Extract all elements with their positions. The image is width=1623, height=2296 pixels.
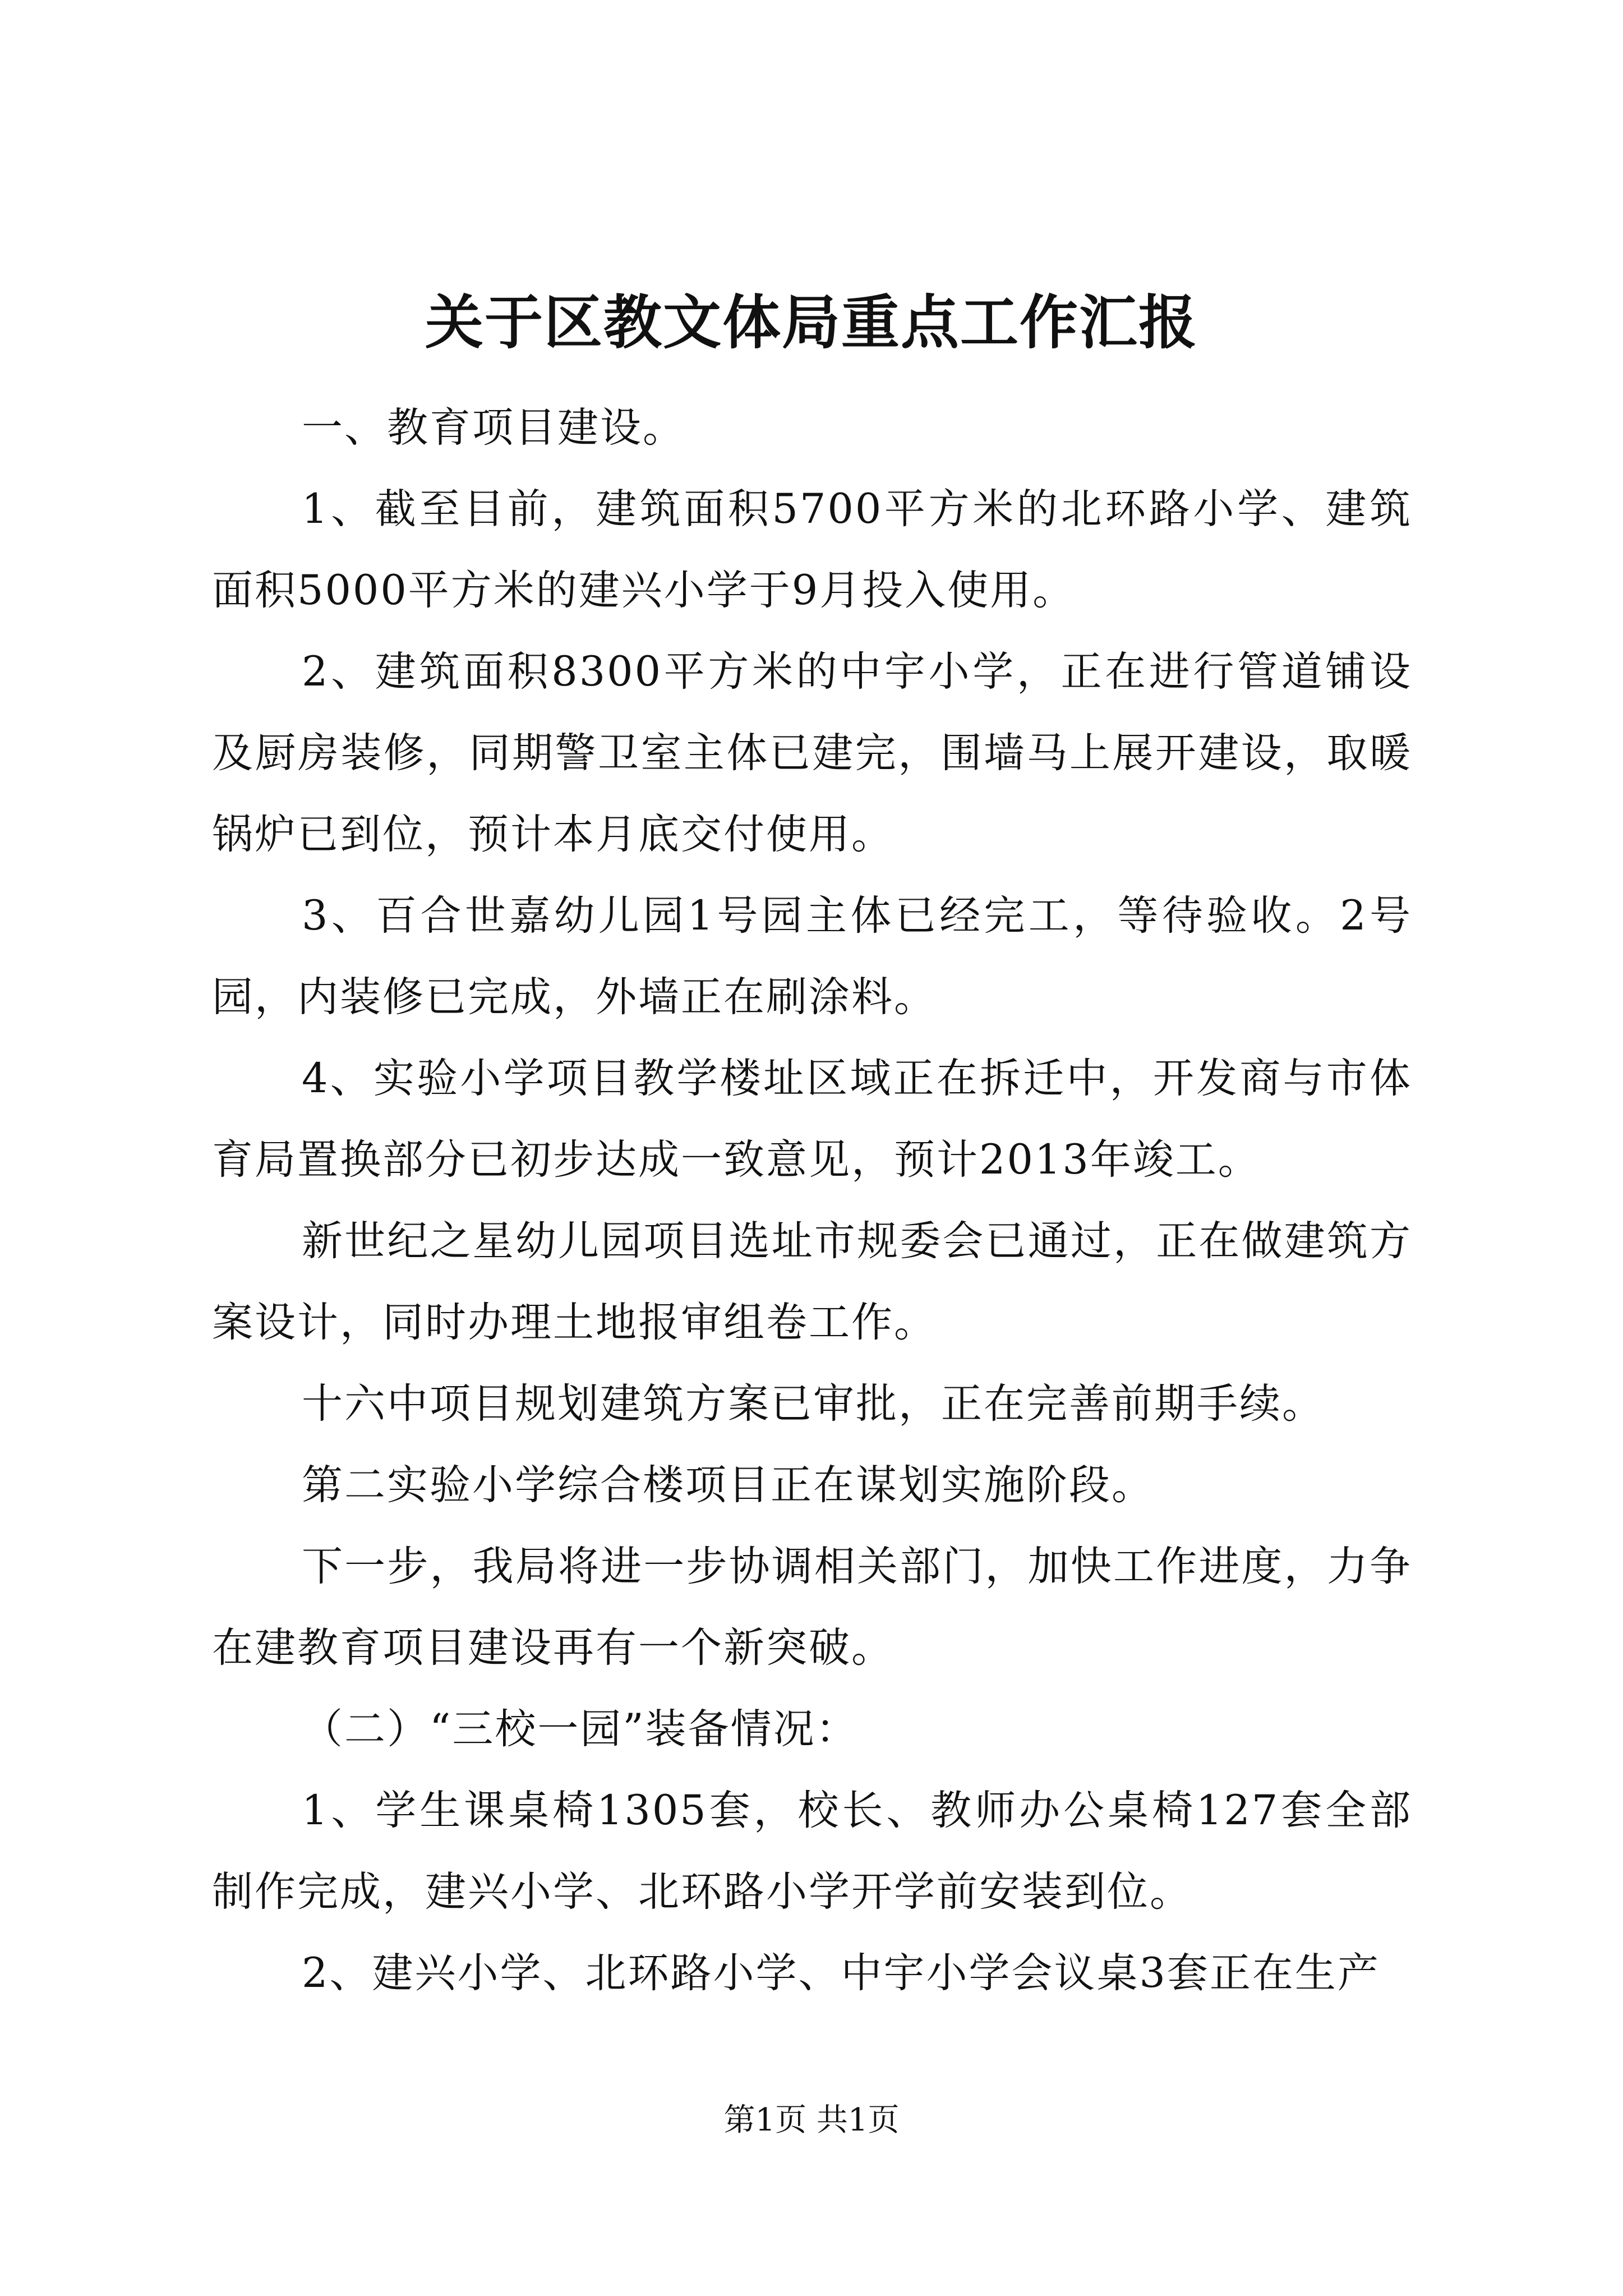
- paragraph-next-steps: 下一步，我局将进一步协调相关部门，加快工作进度，力争在建教育项目建设再有一个新突破。: [212, 1543, 1412, 1672]
- paragraph-second-experimental-school: 第二实验小学综合楼项目正在谋划实施阶段。: [302, 1461, 1154, 1509]
- section-heading-education-projects: 一、教育项目建设。: [302, 404, 685, 452]
- paragraph-equipment-item-2: 2、建兴小学、北环路小学、中宇小学会议桌3套正在生产: [302, 1949, 1380, 1997]
- paragraph-new-century-kindergarten: 新世纪之星幼儿园项目选址市规委会已通过，正在做建筑方案设计，同时办理土地报审组卷工作。: [212, 1217, 1412, 1346]
- document-title: 关于区教文体局重点工作汇报: [425, 288, 1198, 357]
- paragraph-item-2: 2、建筑面积8300平方米的中宇小学，正在进行管道铺设及厨房装修，同期警卫室主体已建完，围墙马上展开建设，取暖锅炉已到位，预计本月底交付使用。: [212, 648, 1412, 858]
- paragraph-item-1: 1、截至目前，建筑面积5700平方米的北环路小学、建筑面积5000平方米的建兴小学于9月投入使用。: [212, 485, 1412, 614]
- paragraph-equipment-item-1: 1、学生课桌椅1305套，校长、教师办公桌椅127套全部制作完成，建兴小学、北环路小学开学前安装到位。: [212, 1787, 1412, 1916]
- document-body: [212, 387, 1412, 2014]
- section-heading-equipment: （二）“三校一园”装备情况：: [302, 1705, 859, 1753]
- paragraph-item-4: 4、实验小学项目教学楼址区域正在拆迁中，开发商与市体育局置换部分已初步达成一致意见，预计2013年竣工。: [212, 1055, 1412, 1184]
- page-footer: 第1页 共1页: [723, 2102, 900, 2138]
- paragraph-sixteenth-middle-school: 十六中项目规划建筑方案已审批，正在完善前期手续。: [302, 1380, 1325, 1428]
- paragraph-item-3: 3、百合世嘉幼儿园1号园主体已经完工，等待验收。2号园，内装修已完成，外墙正在刷涂料。: [212, 892, 1412, 1021]
